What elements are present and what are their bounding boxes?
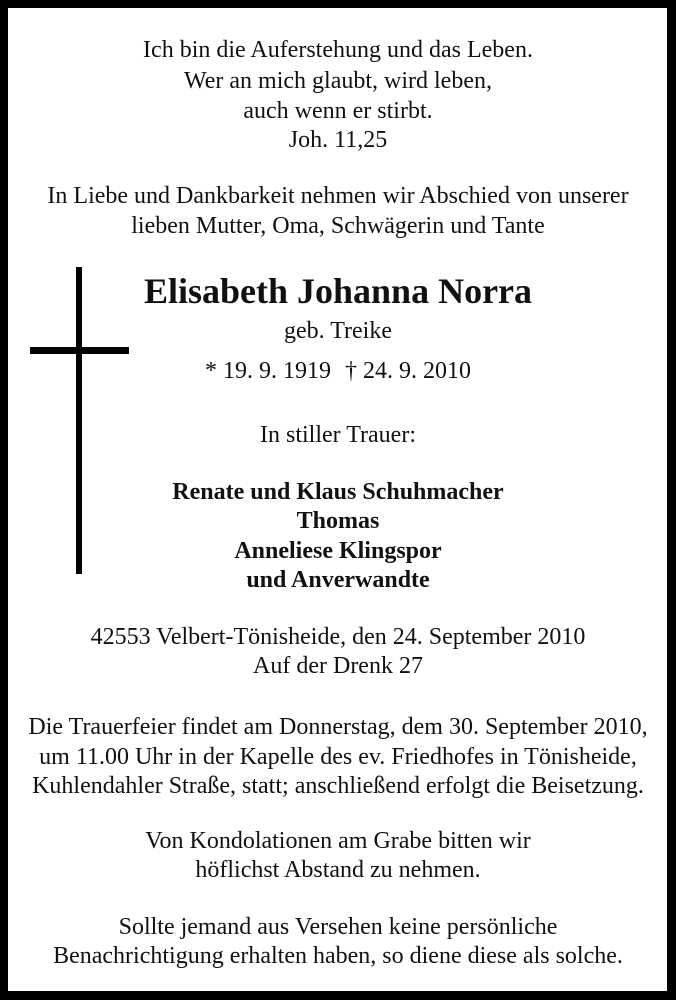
verse-line: auch wenn er stirbt. — [243, 98, 433, 124]
intro-line: lieben Mutter, Oma, Schwägerin und Tante — [131, 213, 545, 239]
mourner: und Anverwandte — [246, 567, 430, 593]
funeral-line: Kuhlendahler Straße, statt; anschließend erfolgt die Beisetzung. — [32, 773, 644, 799]
condolences-line: höflichst Abstand zu nehmen. — [195, 857, 481, 883]
mourner: Renate und Klaus Schuhmacher — [172, 479, 504, 505]
notice-line: Benachrichtigung erhalten haben, so diene diese als solche. — [53, 943, 623, 969]
mourning-heading: In stiller Trauer: — [260, 422, 416, 448]
mourner: Thomas — [296, 508, 380, 534]
verse-reference: Joh. 11,25 — [288, 127, 388, 153]
funeral-line: Die Trauerfeier findet am Donnerstag, dem 30. September 2010, — [28, 714, 648, 740]
cross-horizontal-bar — [30, 347, 129, 354]
condolences-line: Von Kondolationen am Grabe bitten wir — [145, 828, 531, 854]
place-and-date: 42553 Velbert-Tönisheide, den 24. September 2010 — [90, 624, 586, 650]
life-dates — [0, 356, 676, 386]
mourner: Anneliese Klingspor — [234, 538, 442, 564]
verse-line: Wer an mich glaubt, wird leben, — [184, 68, 492, 94]
funeral-line: um 11.00 Uhr in der Kapelle des ev. Friedhofes in Tönisheide, — [39, 744, 637, 770]
deceased-name: Elisabeth Johanna Norra — [143, 271, 533, 311]
verse-line: Ich bin die Auferstehung und das Leben. — [143, 37, 533, 63]
death-date: † 24. 9. 2010 — [345, 358, 471, 384]
birth-date: * 19. 9. 1919 — [205, 358, 331, 384]
maiden-name: geb. Treike — [284, 318, 392, 344]
street-address: Auf der Drenk 27 — [253, 653, 423, 679]
notice-line: Sollte jemand aus Versehen keine persönliche — [118, 914, 558, 940]
intro-line: In Liebe und Dankbarkeit nehmen wir Abschied von unserer — [47, 183, 629, 209]
